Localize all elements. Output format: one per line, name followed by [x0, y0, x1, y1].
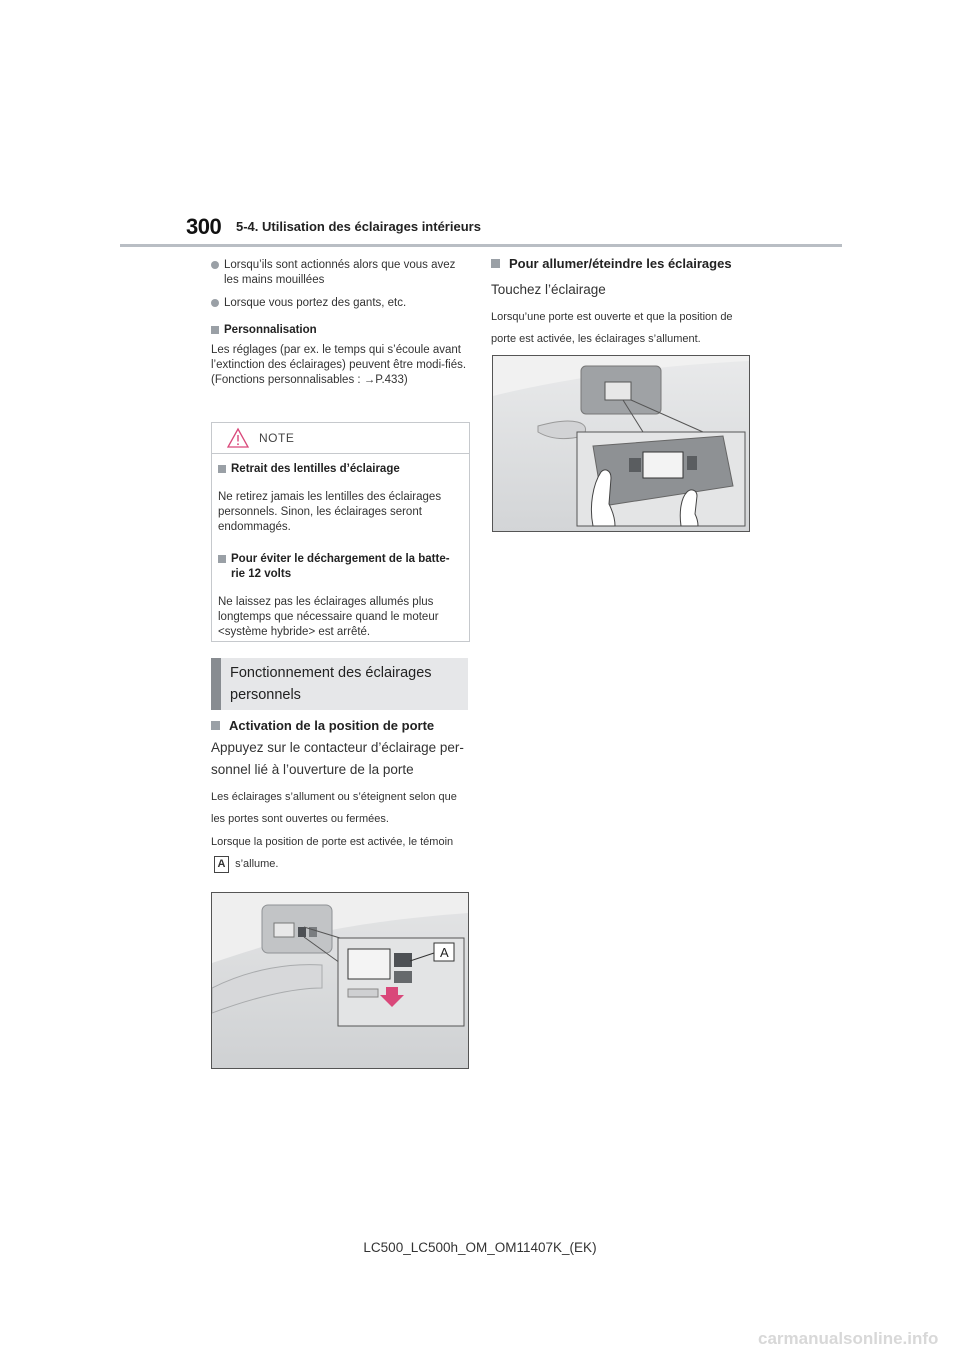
note-item-text: Ne laissez pas les éclairages allumés plus longtemps que nécessaire quand le moteur <système hybride> est arrêté. — [218, 596, 439, 638]
personalization-ref: (Fonctions personnalisables : →P.433) — [211, 374, 408, 386]
bullet-dot-icon — [211, 299, 219, 307]
bullet-text: Lorsque vous portez des gants, etc. — [224, 297, 407, 309]
note-box — [211, 422, 470, 642]
band-accent — [211, 658, 221, 710]
left-column-top — [211, 258, 469, 388]
note-item-heading: Retrait des lentilles d’éclairage — [218, 462, 463, 477]
door-switch-illustration — [211, 892, 469, 1069]
square-bullet-icon — [491, 259, 500, 268]
section-band — [211, 658, 468, 710]
toggle-lights-instruction: Touchez l’éclairage — [491, 282, 606, 297]
page-number: 300 — [186, 214, 222, 239]
square-bullet-icon — [211, 326, 219, 334]
door-position-heading: Activation de la position de porte — [211, 718, 469, 733]
bullet-text: Lorsqu’ils sont actionnés alors que vous avez les mains mouillées — [224, 259, 456, 286]
touch-light-illustration — [492, 355, 750, 532]
list-item — [211, 296, 469, 311]
square-bullet-icon — [218, 465, 226, 473]
band-title: Fonctionnement des éclairages personnels — [230, 665, 432, 703]
section-header: 5-4. Utilisation des éclairages intérieurs — [236, 219, 481, 234]
door-position-instruction: Appuyez sur le contacteur d’éclairage per-sonnel lié à l’ouverture de la porte — [211, 740, 464, 777]
note-item-text: Ne retirez jamais les lentilles des éclairages personnels. Sinon, les éclairages seront endommagés. — [218, 491, 442, 533]
right-column — [491, 256, 753, 350]
document-code: LC500_LC500h_OM_OM11407K_(EK) — [363, 1240, 597, 1255]
square-bullet-icon — [218, 555, 226, 563]
personalization-heading: Personnalisation — [211, 323, 469, 338]
note-item-heading: Pour éviter le déchargement de la batte-rie 12 volts — [218, 552, 459, 582]
bullet-dot-icon — [211, 261, 219, 269]
list-item — [211, 258, 469, 288]
watermark-logo — [758, 1325, 954, 1356]
door-position-indicator-text: Lorsque la position de porte est activée, le témoin A s’allume. — [211, 831, 469, 875]
toggle-lights-heading: Pour allumer/éteindre les éclairages — [491, 256, 753, 271]
svg-text:carmanualsonline.info: carmanualsonline.info — [758, 1329, 939, 1348]
figure-callout-a: A — [440, 945, 449, 960]
note-title: NOTE — [259, 431, 295, 445]
door-position-text: Les éclairages s’allument ou s’éteignent selon que les portes sont ouvertes ou fermées. — [211, 791, 457, 825]
header-rule — [120, 244, 842, 247]
note-header — [212, 423, 469, 454]
ceiling-console-image — [212, 893, 468, 1068]
personalization-text: Les réglages (par ex. le temps qui s’écoule avant l’extinction des éclairages) peuvent être modi-fiés. — [211, 344, 467, 371]
personal-light-image — [493, 356, 749, 531]
door-position-section — [211, 718, 469, 875]
square-bullet-icon — [211, 721, 220, 730]
toggle-lights-text: Lorsqu’une porte est ouverte et que la position de porte est activée, les éclairages s’allument. — [491, 311, 733, 345]
note-body — [212, 454, 469, 640]
warning-triangle-icon — [226, 427, 250, 449]
label-a-badge: A — [214, 856, 229, 873]
